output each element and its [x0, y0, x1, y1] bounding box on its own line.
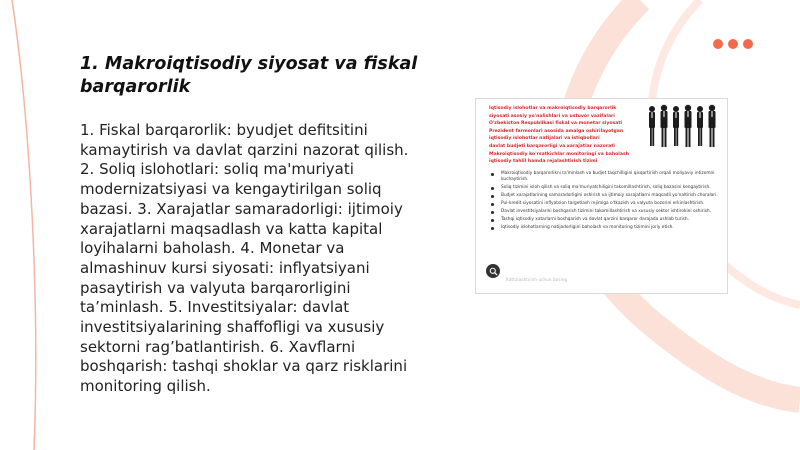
thumbnail-bullet: Makroiqtisodiy barqarorlikni ta'minlash va budjet taqchilligini qisqartirish orqali moliyaviy intizomni kuchaytirish.: [488, 171, 720, 183]
thumbnail-heading-line: Prezident farmonlari asosida amalga oshirilayotgan: [489, 128, 624, 134]
thumbnail-bullet: Soliq tizimini isloh qilish va soliq ma'muriyatchiligini takomillashtirish, soliq bazasini kengaytirish.: [488, 185, 720, 191]
business-people-image: [644, 103, 724, 149]
dot: [743, 39, 753, 49]
slide-thumbnail-image[interactable]: [475, 98, 728, 294]
slide-body: 1. Fiskal barqarorlik: byudjet defitsitini kamaytirish va davlat qarzini nazorat qilish. 2. Soliq islohotlari: soliq ma'muriyati modernizatsiyasi va kengaytirilgan soliq bazasi. 3. Xarajatlar samaradorligi: ijtimoiy xarajatlarni maqsadlash va katta kapital loyihalarni baholash. 4. Monetar va almashinuv kursi siyosati: inflyatsiyani pasaytirish va valyuta barqarorligini ta’minlash. 5. Investitsiyalar: davlat investitsiyalarining shaffofligi va xususiy sektorni rag’batlantirish. 6. Xavflarni boshqarish: tashqi shoklar va qarz risklarini monitoring qilish.: [80, 121, 409, 396]
slide-title: 1. Makroiqtisodiy siyosat va fiskal barqarorlik: [80, 54, 418, 97]
thumbnail-bullet: Iqtisodiy islohotlarning natijadorligini baholash va monitoring tizimini joriy etish.: [488, 225, 720, 231]
dot: [728, 39, 738, 49]
thumbnail-bullet: Tashqi iqtisodiy xatarlarni boshqarish va davlat qarzini barqaror darajada ushlab turish.: [488, 217, 720, 223]
dot: [713, 39, 723, 49]
thumbnail-bullet: Budjet xarajatlarining samaradorligini oshirish va ijtimoiy xarajatlarni maqsadli yo'naltirish choralari.: [488, 193, 720, 199]
thumbnail-heading-line: iqtisodiy tahlil hamda rejalashtirish tizimi: [489, 159, 598, 165]
thumbnail-heading-line: Makroiqtisodiy ko'rsatkichlar monitoringi va baholash: [489, 151, 629, 157]
thumbnail-bullet-list: [488, 171, 720, 234]
thumbnail-heading-line: iqtisodiy islohotlar natijalari va istiqbollari: [489, 136, 600, 142]
thumbnail-heading-line: O'zbekiston Respublikasi fiskal va monetar siyosati: [489, 121, 623, 127]
thumbnail-bullet: Pul-kredit siyosatini inflyatsion targetlash rejimiga o'tkazish va valyuta bozorini erkinlashtirish.: [488, 201, 720, 207]
thumbnail-heading: [489, 105, 634, 166]
left-edge-line: [12, 0, 36, 450]
magnifier-icon[interactable]: [486, 264, 500, 278]
thumbnail-heading-line: siyosati asosiy yo'nalishlari va ustuvor vazifalari: [489, 113, 615, 119]
thumbnail-bullet: Davlat investitsiyalarini boshqarish tizimini takomillashtirish va xususiy sektor ishtirokini oshirish.: [488, 209, 720, 215]
magnifier-glyph: [489, 267, 498, 276]
three-dots-icon: [713, 39, 753, 49]
thumbnail-caption: Kattalashtirish uchun bosing: [506, 278, 568, 283]
thumbnail-heading-line: Iqtisodiy islohotlar va makroiqtisodiy barqarorlik: [489, 106, 617, 111]
thumbnail-heading-line: davlat budjeti barqarorligi va xarajatlar nazorati: [489, 143, 615, 149]
